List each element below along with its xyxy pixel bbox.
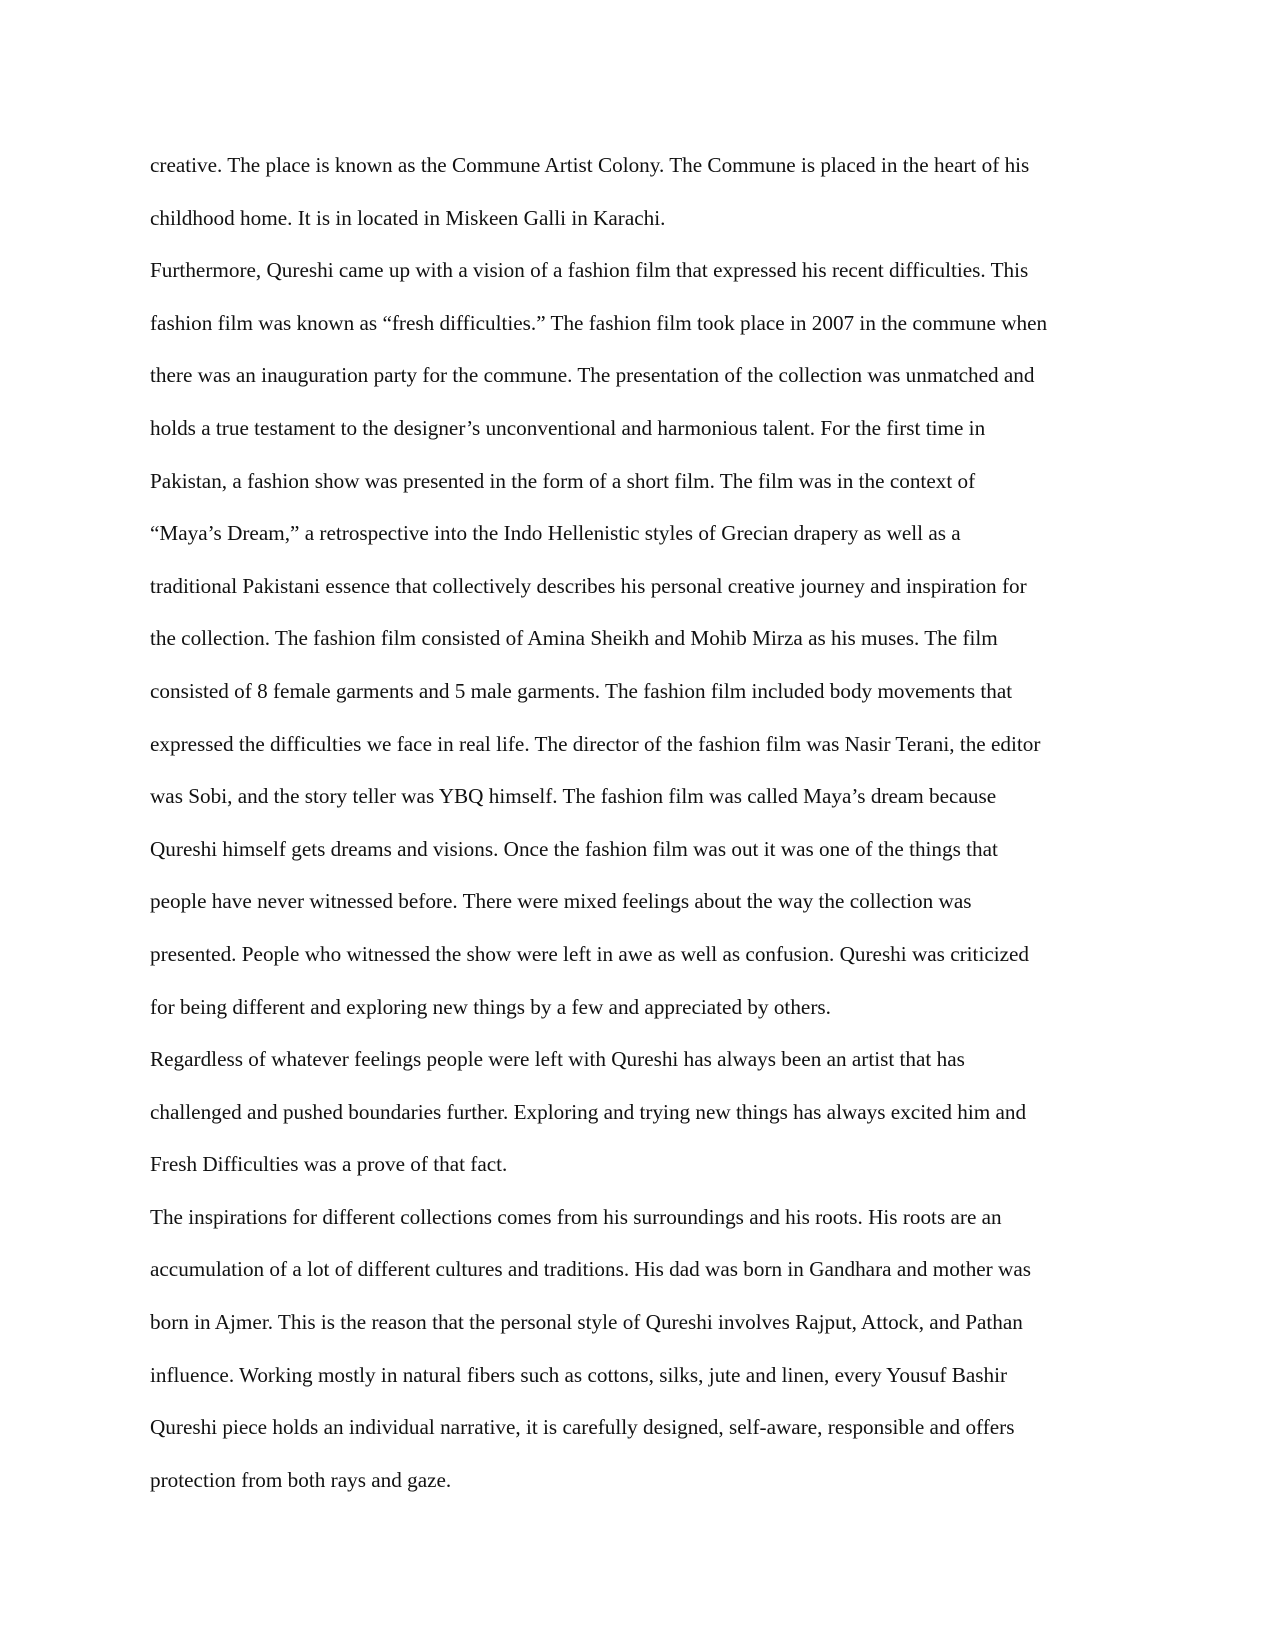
paragraph-2 <box>150 244 1125 1033</box>
paragraph-4 <box>150 1191 1125 1507</box>
text-line: protection from both rays and gaze. <box>150 1467 452 1492</box>
text-line: “Maya’s Dream,” a retrospective into the Indo Hellenistic styles of Grecian drapery as well as a <box>150 521 961 546</box>
text-line: fashion film was known as “fresh difficulties.” The fashion film took place in 2007 in the commune when <box>150 310 1048 335</box>
text-line: consisted of 8 female garments and 5 male garments. The fashion film included body movements that <box>150 678 1013 703</box>
body-text <box>150 139 1125 1506</box>
text-line: born in Ajmer. This is the reason that the personal style of Qureshi involves Rajput, Attock, and Pathan <box>150 1310 1023 1335</box>
text-line: for being different and exploring new things by a few and appreciated by others. <box>150 994 831 1019</box>
text-line: challenged and pushed boundaries further. Exploring and trying new things has always excited him and <box>150 1099 1027 1124</box>
text-line: Fresh Difficulties was a prove of that fact. <box>150 1152 508 1177</box>
text-line: traditional Pakistani essence that collectively describes his personal creative journey and inspiration for <box>150 573 1027 598</box>
text-line: influence. Working mostly in natural fibers such as cottons, silks, jute and linen, every Yousuf Bashir <box>150 1362 1008 1387</box>
text-line: Qureshi himself gets dreams and visions. Once the fashion film was out it was one of the things that <box>150 836 998 861</box>
text-line: Furthermore, Qureshi came up with a vision of a fashion film that expressed his recent difficulties. This <box>150 258 1029 283</box>
text-line: was Sobi, and the story teller was YBQ himself. The fashion film was called Maya’s dream because <box>150 784 997 809</box>
text-line: there was an inauguration party for the commune. The presentation of the collection was unmatched and <box>150 363 1035 388</box>
text-line: expressed the difficulties we face in real life. The director of the fashion film was Nasir Terani, the editor <box>150 731 1041 756</box>
paragraph-3 <box>150 1033 1125 1191</box>
text-line: Qureshi piece holds an individual narrative, it is carefully designed, self-aware, responsible and offers <box>150 1415 1015 1440</box>
text-line: presented. People who witnessed the show were left in awe as well as confusion. Qureshi was criticized <box>150 941 1030 966</box>
text-line: accumulation of a lot of different cultures and traditions. His dad was born in Gandhara and mother was <box>150 1257 1031 1282</box>
text-line: people have never witnessed before. There were mixed feelings about the way the collection was <box>150 889 972 914</box>
text-line: creative. The place is known as the Commune Artist Colony. The Commune is placed in the heart of his <box>150 153 1030 177</box>
text-line: The inspirations for different collections comes from his surroundings and his roots. His roots are an <box>150 1204 1002 1229</box>
paragraph-1 <box>150 139 1125 244</box>
text-line: holds a true testament to the designer’s unconventional and harmonious talent. For the first time in <box>150 415 986 440</box>
text-line: childhood home. It is in located in Miskeen Galli in Karachi. <box>150 205 666 230</box>
text-line: Regardless of whatever feelings people were left with Qureshi has always been an artist that has <box>150 1047 965 1072</box>
text-line: the collection. The fashion film consisted of Amina Sheikh and Mohib Mirza as his muses. The film <box>150 626 998 651</box>
text-line: Pakistan, a fashion show was presented in the form of a short film. The film was in the context of <box>150 468 976 493</box>
